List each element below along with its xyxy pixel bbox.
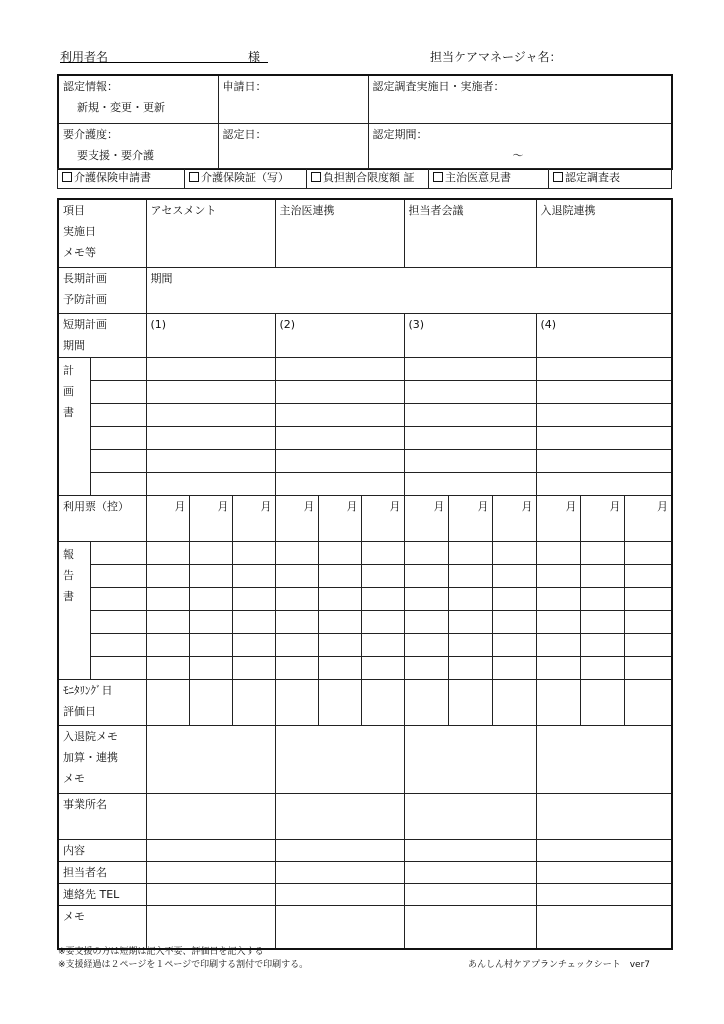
plan-cell[interactable]	[536, 357, 672, 380]
sheet-name: あんしん村ケアプランチェックシート ver7	[468, 960, 651, 970]
report-cell[interactable]	[189, 564, 232, 587]
report-cell[interactable]	[624, 587, 672, 610]
plan-cell[interactable]	[275, 426, 404, 449]
plan-cell[interactable]	[146, 380, 275, 403]
office-label: 事業所名	[63, 797, 107, 811]
admission-link-cell[interactable]	[536, 199, 672, 267]
monitoring-entry[interactable]	[361, 679, 404, 725]
short-num: (1)	[150, 317, 167, 331]
usage-ticket-label: 利用票（控）	[63, 499, 129, 513]
plan-cell[interactable]	[536, 449, 672, 472]
assessment-label: アセスメント	[150, 204, 217, 217]
care-level-label: 要介護度：	[63, 127, 118, 141]
short-term-label: 短期計画	[63, 317, 107, 331]
short-term-cell	[58, 313, 146, 357]
staff-meeting-label: 担当者会議	[408, 204, 464, 217]
admission-memo-entry[interactable]	[536, 725, 672, 793]
report-cell[interactable]	[580, 610, 624, 633]
prevention-label: 予防計画	[63, 292, 107, 306]
report-cell[interactable]	[624, 610, 672, 633]
report-cell[interactable]	[146, 633, 189, 656]
checkbox-icon[interactable]	[311, 172, 321, 182]
office-entry[interactable]	[536, 793, 672, 839]
report-cell[interactable]	[536, 656, 580, 679]
care-level-cell[interactable]	[58, 123, 218, 169]
report-cell[interactable]	[318, 633, 361, 656]
cert-info-options: 新規・変更・更新	[77, 101, 165, 114]
addition-label: 加算・連携	[63, 750, 118, 764]
plan-cell[interactable]	[275, 380, 404, 403]
short-term-1[interactable]	[146, 313, 275, 357]
monitoring-entry[interactable]	[492, 679, 536, 725]
monitoring-entry[interactable]	[448, 679, 492, 725]
checkbox-icon[interactable]	[62, 172, 72, 182]
month-label: 月	[303, 499, 315, 513]
item-label: 項目	[63, 204, 85, 217]
report-cell[interactable]	[275, 633, 318, 656]
monitoring-entry[interactable]	[232, 679, 275, 725]
report-cell[interactable]	[189, 610, 232, 633]
plan-row-label[interactable]	[90, 426, 146, 449]
monitoring-entry[interactable]	[580, 679, 624, 725]
report-cell[interactable]	[580, 587, 624, 610]
monitoring-label: ﾓﾆﾀﾘﾝｸﾞ日	[63, 683, 113, 697]
report-cell[interactable]	[448, 587, 492, 610]
memo-row-label: メモ	[63, 909, 85, 923]
report-cell[interactable]	[189, 541, 232, 564]
plan-cell[interactable]	[146, 426, 275, 449]
month-cell[interactable]	[318, 495, 361, 541]
plan-cell[interactable]	[146, 403, 275, 426]
admission-memo-label: 入退院メモ	[63, 729, 118, 743]
report-cell[interactable]	[624, 633, 672, 656]
month-label: 月	[433, 499, 445, 513]
report-row-label[interactable]	[90, 656, 146, 679]
report-cell[interactable]	[492, 610, 536, 633]
doctor-link-label: 主治医連携	[279, 204, 335, 217]
staff-meeting-cell[interactable]	[404, 199, 536, 267]
period-label: 期間	[150, 271, 173, 285]
documents-row	[57, 168, 672, 189]
user-name-field[interactable]	[60, 62, 268, 63]
report-row-label[interactable]	[90, 541, 146, 564]
doc-label: 介護保険証（写）	[201, 171, 289, 184]
plan-cell[interactable]	[536, 426, 672, 449]
plan-doc-label-cell	[58, 357, 90, 495]
certification-table	[57, 74, 673, 170]
report-cell[interactable]	[492, 656, 536, 679]
person-entry[interactable]	[404, 861, 536, 883]
admission-memo-entry[interactable]	[146, 725, 275, 793]
content-entry[interactable]	[146, 839, 275, 861]
report-cell[interactable]	[492, 541, 536, 564]
month-cell[interactable]	[536, 495, 580, 541]
short-num: (4)	[540, 317, 557, 331]
cert-period-label: 認定期間：	[372, 127, 428, 141]
care-plan-table	[57, 198, 673, 950]
report-cell[interactable]	[448, 656, 492, 679]
cert-date-cell[interactable]	[218, 123, 368, 169]
report-cell[interactable]	[404, 587, 448, 610]
report-cell[interactable]	[404, 633, 448, 656]
person-entry[interactable]	[536, 861, 672, 883]
monitoring-entry[interactable]	[404, 679, 448, 725]
month-label: 月	[565, 499, 577, 513]
report-cell[interactable]	[146, 610, 189, 633]
report-cell[interactable]	[275, 587, 318, 610]
contact-entry[interactable]	[275, 883, 404, 905]
memo-sub-label: メモ	[63, 771, 85, 785]
plan-cell[interactable]	[536, 380, 672, 403]
report-cell[interactable]	[146, 541, 189, 564]
report-cell[interactable]	[318, 541, 361, 564]
report-cell[interactable]	[318, 656, 361, 679]
office-label-cell	[58, 793, 146, 839]
report-cell[interactable]	[232, 541, 275, 564]
report-cell[interactable]	[448, 564, 492, 587]
report-cell[interactable]	[624, 656, 672, 679]
report-cell[interactable]	[404, 564, 448, 587]
monitoring-entry[interactable]	[146, 679, 189, 725]
month-cell[interactable]	[448, 495, 492, 541]
report-char: 書	[63, 589, 74, 603]
short-term-4[interactable]	[536, 313, 672, 357]
office-entry[interactable]	[146, 793, 275, 839]
report-cell[interactable]	[580, 633, 624, 656]
month-label: 月	[217, 499, 229, 513]
plan-cell[interactable]	[146, 472, 275, 495]
report-cell[interactable]	[404, 541, 448, 564]
person-label-cell	[58, 861, 146, 883]
plan-char: 計	[63, 363, 74, 377]
apply-date-label: 申請日：	[222, 80, 267, 93]
report-row-label[interactable]	[90, 610, 146, 633]
plan-row-label[interactable]	[90, 449, 146, 472]
memo-entry[interactable]	[404, 905, 536, 949]
month-cell[interactable]	[624, 495, 672, 541]
admission-memo-entry[interactable]	[404, 725, 536, 793]
evaluation-label: 評価日	[63, 704, 96, 718]
cert-info-cell[interactable]	[58, 75, 218, 123]
report-row-label[interactable]	[90, 633, 146, 656]
monitoring-entry[interactable]	[189, 679, 232, 725]
report-cell[interactable]	[189, 633, 232, 656]
monitoring-entry[interactable]	[275, 679, 318, 725]
report-cell[interactable]	[536, 610, 580, 633]
report-cell[interactable]	[232, 564, 275, 587]
user-name-label: 利用者名	[60, 50, 109, 64]
plan-cell[interactable]	[275, 449, 404, 472]
plan-cell[interactable]	[275, 403, 404, 426]
memo-entry[interactable]	[146, 905, 275, 949]
plan-cell[interactable]	[275, 472, 404, 495]
report-row-label[interactable]	[90, 587, 146, 610]
footnote-1: ※要支援の方は短期は記入不要、評価日を記入する	[58, 947, 264, 957]
report-cell[interactable]	[189, 587, 232, 610]
contact-label: 連絡先 TEL	[63, 887, 120, 901]
report-cell[interactable]	[232, 610, 275, 633]
person-entry[interactable]	[275, 861, 404, 883]
report-cell[interactable]	[232, 587, 275, 610]
content-entry[interactable]	[536, 839, 672, 861]
report-cell[interactable]	[361, 656, 404, 679]
report-cell[interactable]	[404, 610, 448, 633]
month-label: 月	[521, 499, 533, 513]
checkbox-icon[interactable]	[433, 172, 443, 182]
report-cell[interactable]	[404, 656, 448, 679]
content-label: 内容	[63, 843, 85, 857]
month-cell[interactable]	[404, 495, 448, 541]
report-cell[interactable]	[361, 633, 404, 656]
report-cell[interactable]	[275, 541, 318, 564]
report-cell[interactable]	[232, 656, 275, 679]
plan-cell[interactable]	[404, 426, 536, 449]
monitoring-entry[interactable]	[536, 679, 580, 725]
report-cell[interactable]	[580, 564, 624, 587]
cert-info-label: 認定情報：	[63, 80, 118, 93]
plan-cell[interactable]	[404, 380, 536, 403]
month-label: 月	[657, 499, 669, 513]
content-label-cell	[58, 839, 146, 861]
care-level-options: 要支援・要介護	[77, 148, 154, 162]
report-cell[interactable]	[361, 541, 404, 564]
apply-date-cell[interactable]	[218, 75, 368, 123]
report-label-cell	[58, 541, 90, 679]
office-entry[interactable]	[404, 793, 536, 839]
monitoring-cell	[58, 679, 146, 725]
admission-link-label: 入退院連携	[540, 204, 596, 217]
report-cell[interactable]	[448, 610, 492, 633]
short-term-period-label: 期間	[63, 338, 85, 352]
report-char: 報	[63, 547, 74, 561]
monitoring-entry[interactable]	[318, 679, 361, 725]
care-manager-label: 担当ケアマネージャ名：	[430, 50, 562, 64]
doc-insurance-card[interactable]	[185, 169, 307, 189]
month-label: 月	[260, 499, 272, 513]
checkbox-icon[interactable]	[553, 172, 563, 182]
report-cell[interactable]	[318, 610, 361, 633]
month-cell[interactable]	[580, 495, 624, 541]
plan-char: 画	[63, 384, 74, 398]
doctor-link-cell[interactable]	[275, 199, 404, 267]
month-cell[interactable]	[189, 495, 232, 541]
report-cell[interactable]	[624, 541, 672, 564]
plan-row-label[interactable]	[90, 380, 146, 403]
survey-label: 認定調査実施日・実施者：	[372, 80, 505, 93]
report-cell[interactable]	[624, 564, 672, 587]
report-cell[interactable]	[536, 541, 580, 564]
month-cell[interactable]	[146, 495, 189, 541]
plan-char: 書	[63, 405, 74, 419]
plan-cell[interactable]	[536, 472, 672, 495]
plan-cell[interactable]	[404, 472, 536, 495]
plan-cell[interactable]	[536, 403, 672, 426]
admission-memo-entry[interactable]	[275, 725, 404, 793]
report-cell[interactable]	[318, 564, 361, 587]
plan-row-label[interactable]	[90, 472, 146, 495]
doc-application[interactable]	[58, 169, 185, 189]
month-label: 月	[477, 499, 489, 513]
month-cell[interactable]	[232, 495, 275, 541]
month-label: 月	[174, 499, 186, 513]
month-label: 月	[346, 499, 358, 513]
short-num: (3)	[408, 317, 425, 331]
month-cell[interactable]	[275, 495, 318, 541]
report-cell[interactable]	[536, 633, 580, 656]
doc-label: 介護保険申請書	[74, 171, 151, 184]
plan-cell[interactable]	[404, 403, 536, 426]
plan-cell[interactable]	[404, 449, 536, 472]
report-cell[interactable]	[492, 587, 536, 610]
contact-entry[interactable]	[404, 883, 536, 905]
plan-row-label[interactable]	[90, 403, 146, 426]
short-term-2[interactable]	[275, 313, 404, 357]
report-cell[interactable]	[146, 656, 189, 679]
office-entry[interactable]	[275, 793, 404, 839]
doc-label: 認定調査表	[565, 171, 620, 184]
report-cell[interactable]	[275, 610, 318, 633]
footnote-2: ※支援経過は２ページを１ページで印刷する割付で印刷する。	[58, 960, 309, 970]
content-entry[interactable]	[275, 839, 404, 861]
contact-entry[interactable]	[536, 883, 672, 905]
report-cell[interactable]	[448, 633, 492, 656]
doc-burden-ratio[interactable]	[307, 169, 429, 189]
month-cell[interactable]	[492, 495, 536, 541]
report-cell[interactable]	[275, 564, 318, 587]
plan-cell[interactable]	[404, 357, 536, 380]
report-cell[interactable]	[146, 564, 189, 587]
report-cell[interactable]	[146, 587, 189, 610]
long-term-label: 長期計画	[63, 271, 107, 285]
memo-entry[interactable]	[536, 905, 672, 949]
report-cell[interactable]	[189, 656, 232, 679]
report-cell[interactable]	[492, 633, 536, 656]
report-cell[interactable]	[580, 656, 624, 679]
date-label: 実施日	[63, 225, 96, 238]
memo-entry[interactable]	[275, 905, 404, 949]
contact-entry[interactable]	[146, 883, 275, 905]
doc-label: 主治医意見書	[445, 171, 511, 184]
memo-label-cell	[58, 905, 146, 949]
person-label: 担当者名	[63, 865, 107, 879]
plan-cell[interactable]	[146, 357, 275, 380]
report-cell[interactable]	[232, 633, 275, 656]
item-header-cell	[58, 199, 146, 267]
monitoring-entry[interactable]	[624, 679, 672, 725]
report-row-label[interactable]	[90, 564, 146, 587]
month-label: 月	[389, 499, 401, 513]
doc-survey-sheet[interactable]	[549, 169, 672, 189]
report-cell[interactable]	[580, 541, 624, 564]
cert-period-cell[interactable]	[368, 123, 672, 169]
report-cell[interactable]	[275, 656, 318, 679]
report-cell[interactable]	[361, 564, 404, 587]
honorific-label: 様	[248, 50, 261, 64]
month-cell[interactable]	[361, 495, 404, 541]
report-cell[interactable]	[536, 564, 580, 587]
report-cell[interactable]	[361, 610, 404, 633]
assessment-cell[interactable]	[146, 199, 275, 267]
report-cell[interactable]	[448, 541, 492, 564]
memo-label: メモ等	[63, 246, 96, 259]
contact-label-cell	[58, 883, 146, 905]
plan-row-label[interactable]	[90, 357, 146, 380]
report-char: 告	[63, 568, 74, 582]
content-entry[interactable]	[404, 839, 536, 861]
checkbox-icon[interactable]	[189, 172, 199, 182]
person-entry[interactable]	[146, 861, 275, 883]
cert-date-label: 認定日：	[222, 127, 267, 141]
cert-period-sep: ～	[512, 148, 524, 162]
usage-ticket-label-cell	[58, 495, 146, 541]
survey-cell[interactable]	[368, 75, 672, 123]
short-term-3[interactable]	[404, 313, 536, 357]
plan-cell[interactable]	[275, 357, 404, 380]
plan-cell[interactable]	[146, 449, 275, 472]
report-cell[interactable]	[536, 587, 580, 610]
report-cell[interactable]	[318, 587, 361, 610]
admission-memo-cell	[58, 725, 146, 793]
report-cell[interactable]	[361, 587, 404, 610]
long-term-cell	[58, 267, 146, 313]
short-num: (2)	[279, 317, 296, 331]
month-label: 月	[609, 499, 621, 513]
doc-label: 負担割合限度額 証	[323, 171, 415, 184]
doc-doctor-opinion[interactable]	[429, 169, 549, 189]
long-term-period-cell[interactable]	[146, 267, 672, 313]
report-cell[interactable]	[492, 564, 536, 587]
